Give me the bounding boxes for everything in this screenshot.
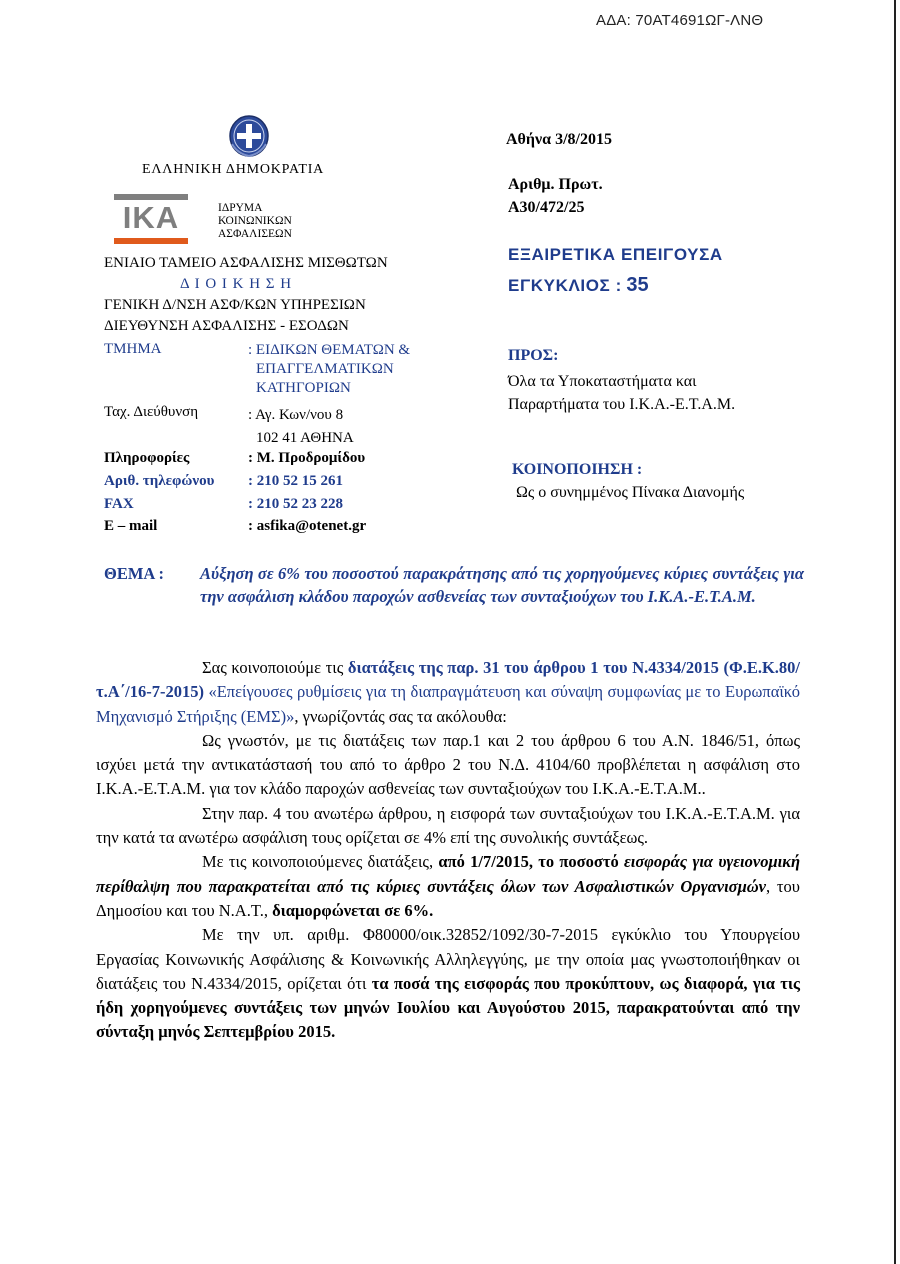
ada-code: ΑΔΑ: 70ΑΤ4691ΩΓ-ΛΝΘ xyxy=(596,12,764,29)
fax-label: FAX xyxy=(104,496,134,512)
cc-value: Ως ο συνημμένος Πίνακα Διανομής xyxy=(516,484,745,501)
recipients-label: ΠΡΟΣ: xyxy=(508,347,559,364)
recipients-line-1: Όλα τα Υποκαταστήματα και xyxy=(508,373,697,390)
paragraph-4-rate: διαμορφώνεται σε 6%. xyxy=(272,900,434,920)
dioikisi-title: Δ Ι Ο Ι Κ Η Σ Η xyxy=(180,276,293,292)
email-value: : asfika@otenet.gr xyxy=(248,518,367,534)
ika-name xyxy=(218,202,292,241)
info-value: : Μ. Προδρομίδου xyxy=(248,450,366,466)
paragraph-1 xyxy=(96,656,800,729)
paragraph-1-intro: Σας κοινοποιούμε τις xyxy=(202,658,348,677)
paragraph-4-intro: Με τις κοινοποιούμενες διατάξεις, xyxy=(202,852,439,872)
paragraph-4-emphasis: εισφοράς για υγειονομική περίθαλψη που παρακρατείται από τις κύριες συντάξεις όλων των Ασφαλιστικών Οργανισμών xyxy=(96,852,800,896)
subject-block xyxy=(104,562,804,608)
recipients-line-2: Παραρτήματα του Ι.Κ.Α.-Ε.Τ.Α.Μ. xyxy=(508,396,736,413)
ika-line-3: ΑΣΦΑΛΙΣΕΩΝ xyxy=(218,228,292,240)
protocol-number: Α30/472/25 xyxy=(508,199,585,216)
phone-value: : 210 52 15 261 xyxy=(248,473,343,489)
paragraph-5 xyxy=(96,923,800,1044)
circular-label: ΕΓΚΥΚΛΙΟΣ : xyxy=(508,276,622,295)
department-value xyxy=(248,341,410,398)
phone-label: Αριθ. τηλεφώνου xyxy=(104,473,215,489)
paragraph-4-date: από 1/7/2015, το ποσοστό xyxy=(438,852,625,872)
address-label: Ταχ. Διεύθυνση xyxy=(104,404,199,420)
greek-emblem-icon xyxy=(228,114,270,158)
ika-logo-text: ΙΚΑ xyxy=(122,200,180,235)
fax-value: : 210 52 23 228 xyxy=(248,496,343,512)
protocol-label: Αριθμ. Πρωτ. xyxy=(508,176,603,193)
cc-label: ΚΟΙΝΟΠΟΙΗΣΗ : xyxy=(512,461,643,478)
address-line-1: : Αγ. Κων/νου 8 xyxy=(248,407,344,423)
ika-line-2: ΚΟΙΝΩΝΙΚΩΝ xyxy=(218,215,292,227)
department-line-3: ΚΑΤΗΓΟΡΙΩΝ xyxy=(256,380,351,396)
subject-text: Αύξηση σε 6% του ποσοστού παρακράτησης από τις χορηγούμενες κύριες συντάξεις για την ασφάλιση κλάδου παροχών ασθενείας των συνταξιούχων του Ι.Κ.Α.-Ε.Τ.Α.Μ. xyxy=(200,564,804,606)
ika-logo xyxy=(114,194,188,248)
paragraph-1-law-reference: διατάξεις της παρ. 31 του άρθρου 1 του Ν.4334/2015 (Φ.Ε.Κ.80/τ.Α΄/16-7-2015) xyxy=(96,658,800,702)
paragraph-3: Στην παρ. 4 του ανωτέρω άρθρου, η εισφορά των συνταξιούχων του Ι.Κ.Α.-Ε.Τ.Α.Μ. για την κατά τα ανωτέρω ασφάλιση τους ορίζεται σε 4% επί της συνολικής συντάξεως. xyxy=(96,803,800,848)
address-line-2: 102 41 ΑΘΗΝΑ xyxy=(256,430,354,446)
recipients-value xyxy=(508,370,735,416)
directorate: ΔΙΕΥΘΥΝΣΗ ΑΣΦΑΛΙΣΗΣ - ΕΣΟΔΩΝ xyxy=(104,318,349,334)
email-label: E – mail xyxy=(104,518,158,534)
urgent-heading: ΕΞΑΙΡΕΤΙΚΑ ΕΠΕΙΓΟΥΣΑ xyxy=(508,245,723,264)
paragraph-5-emphasis: τα ποσά της εισφοράς που προκύπτουν, ως διαφορά, για τις ήδη χορηγούμενες συντάξεις των μηνών Ιουλίου και Αυγούστου 2015, παρακρατούνται από την σύνταξη μηνός Σεπτεμβρίου 2015. xyxy=(96,973,800,1042)
address-value xyxy=(248,404,354,450)
ika-line-1: ΙΔΡΥΜΑ xyxy=(218,202,263,214)
paragraph-5-intro: Με την υπ. αριθμ. Φ80000/οικ.32852/1092/30-7-2015 εγκύκλιο του Υπουργείου Εργασίας Κοινωνικής Ασφάλισης & Κοινωνικής Αλληλεγγύης, με την οποία μας γνωστοποιήθηκαν οι διατάξεις του Ν.4334/2015, ορίζεται ότι xyxy=(96,925,800,993)
paragraph-2: Ως γνωστόν, με τις διατάξεις των παρ.1 και 2 του άρθρου 6 του Α.Ν. 1846/51, όπως ισχύει μετά την αντικατάστασή του από το άρθρο 2 του Ν.Δ. 4104/60 προβλέπεται η ασφάλιση στο Ι.Κ.Α.-Ε.Τ.Α.Μ. για τον κλάδο παροχών ασθενείας των συνταξιούχων του Ι.Κ.Α.-Ε.Τ.Α.Μ.. xyxy=(96,730,800,799)
document-date: Αθήνα 3/8/2015 xyxy=(506,131,612,148)
letter-body xyxy=(96,656,800,1045)
circular-heading xyxy=(508,274,649,297)
general-directorate: ΓΕΝΙΚΗ Δ/ΝΣΗ ΑΣΦ/ΚΩΝ ΥΠΗΡΕΣΙΩΝ xyxy=(104,297,366,313)
paragraph-4-middle: , του Δημοσίου και του Ν.Α.Τ., xyxy=(96,876,800,920)
paragraph-1-law-title: «Επείγουσες ρυθμίσεις για τη διαπραγμάτευση και σύναψη συμφωνίας με το Ευρωπαϊκό Μηχανισμό Στήριξης (ΕΜΣ)» xyxy=(96,682,800,726)
etam-title: ΕΝΙΑΙΟ ΤΑΜΕΙΟ ΑΣΦΑΛΙΣΗΣ ΜΙΣΘΩΤΩΝ xyxy=(104,255,388,271)
republic-title: ΕΛΛΗΝΙΚΗ ΔΗΜΟΚΡΑΤΙΑ xyxy=(142,162,325,177)
paragraph-1-end: , γνωρίζοντάς σας τα ακόλουθα: xyxy=(294,706,507,726)
circular-number: 35 xyxy=(626,274,649,296)
department-label: ΤΜΗΜΑ xyxy=(104,341,162,357)
info-label: Πληροφορίες xyxy=(104,450,190,466)
subject-label: ΘΕΜΑ : xyxy=(104,564,165,583)
department-line-2: ΕΠΑΓΓΕΛΜΑΤΙΚΩΝ xyxy=(256,361,394,377)
department-line-1: : ΕΙΔΙΚΩΝ ΘΕΜΑΤΩΝ & xyxy=(248,342,411,358)
paragraph-4 xyxy=(96,850,800,923)
